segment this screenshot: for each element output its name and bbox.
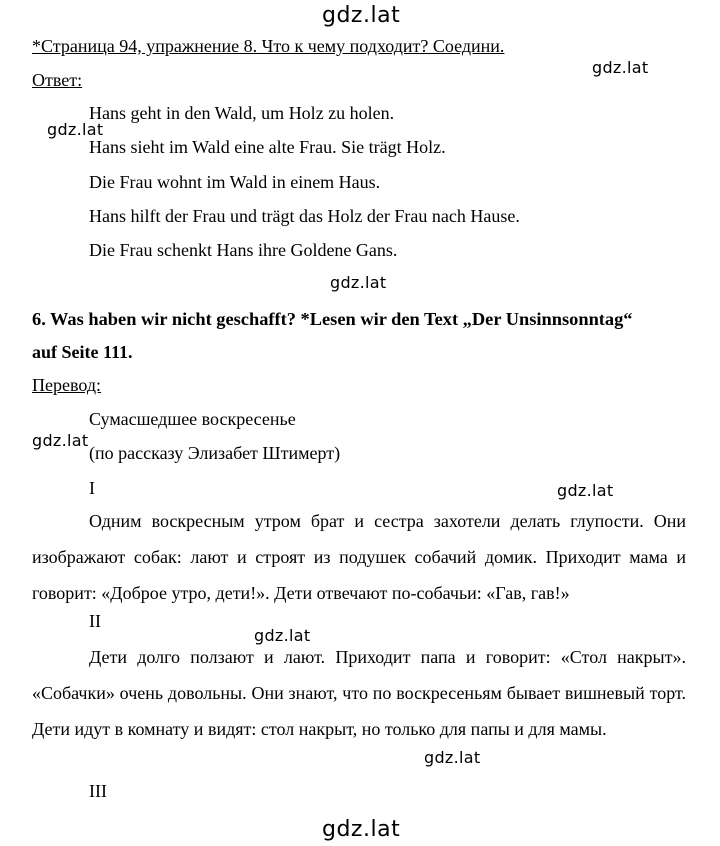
section-heading: 6. Was haben wir nicht geschafft? *Lesen wir den Text „Der Unsinnsonntag“	[32, 309, 633, 329]
translation-label: Перевод:	[32, 375, 101, 395]
watermark: gdz.lat	[47, 120, 104, 139]
answer-line: Die Frau wohnt im Wald in einem Haus.	[89, 172, 381, 192]
story-paragraph: Одним воскресным утром брат и сестра захотели делать глупости. Они изображают собак: лают и строят из подушек собачий домик. Приходит мама и говорит: «Доброе утро, дети!». Дети отвечают по-собачьи: «Гав, гав!»	[32, 511, 686, 603]
watermark: gdz.lat	[330, 273, 387, 292]
watermark: gdz.lat	[557, 481, 614, 500]
watermark: gdz.lat	[322, 817, 401, 842]
story-source: (по рассказу Элизабет Штимерт)	[89, 443, 341, 463]
watermark: gdz.lat	[592, 58, 649, 77]
part-label: III	[89, 781, 107, 801]
answer-line: Die Frau schenkt Hans ihre Goldene Gans.	[89, 240, 398, 260]
story-paragraph: Дети долго ползают и лают. Приходит папа и говорит: «Стол накрыт». «Собачки» очень довольны. Они знают, что по воскресеньям бывает вишневый торт. Дети идут в комнату и видят: стол накрыт, но только для папы и для мамы.	[32, 647, 686, 739]
story-title: Сумасшедшее воскресенье	[89, 409, 296, 429]
answer-line: Hans sieht im Wald eine alte Frau. Sie trägt Holz.	[89, 137, 446, 157]
answer-line: Hans hilft der Frau und trägt das Holz der Frau nach Hause.	[89, 206, 520, 226]
watermark: gdz.lat	[32, 431, 89, 450]
answer-label: Ответ:	[32, 70, 83, 90]
part-label: II	[89, 611, 101, 631]
answer-line: Hans geht in den Wald, um Holz zu holen.	[89, 103, 395, 123]
part-label: I	[89, 478, 95, 498]
watermark: gdz.lat	[254, 626, 311, 645]
section-heading-continued: auf Seite 111.	[32, 342, 133, 362]
exercise-title: *Страница 94, упражнение 8. Что к чему подходит? Соедини.	[32, 36, 505, 56]
watermark: gdz.lat	[424, 748, 481, 767]
watermark: gdz.lat	[322, 3, 401, 28]
